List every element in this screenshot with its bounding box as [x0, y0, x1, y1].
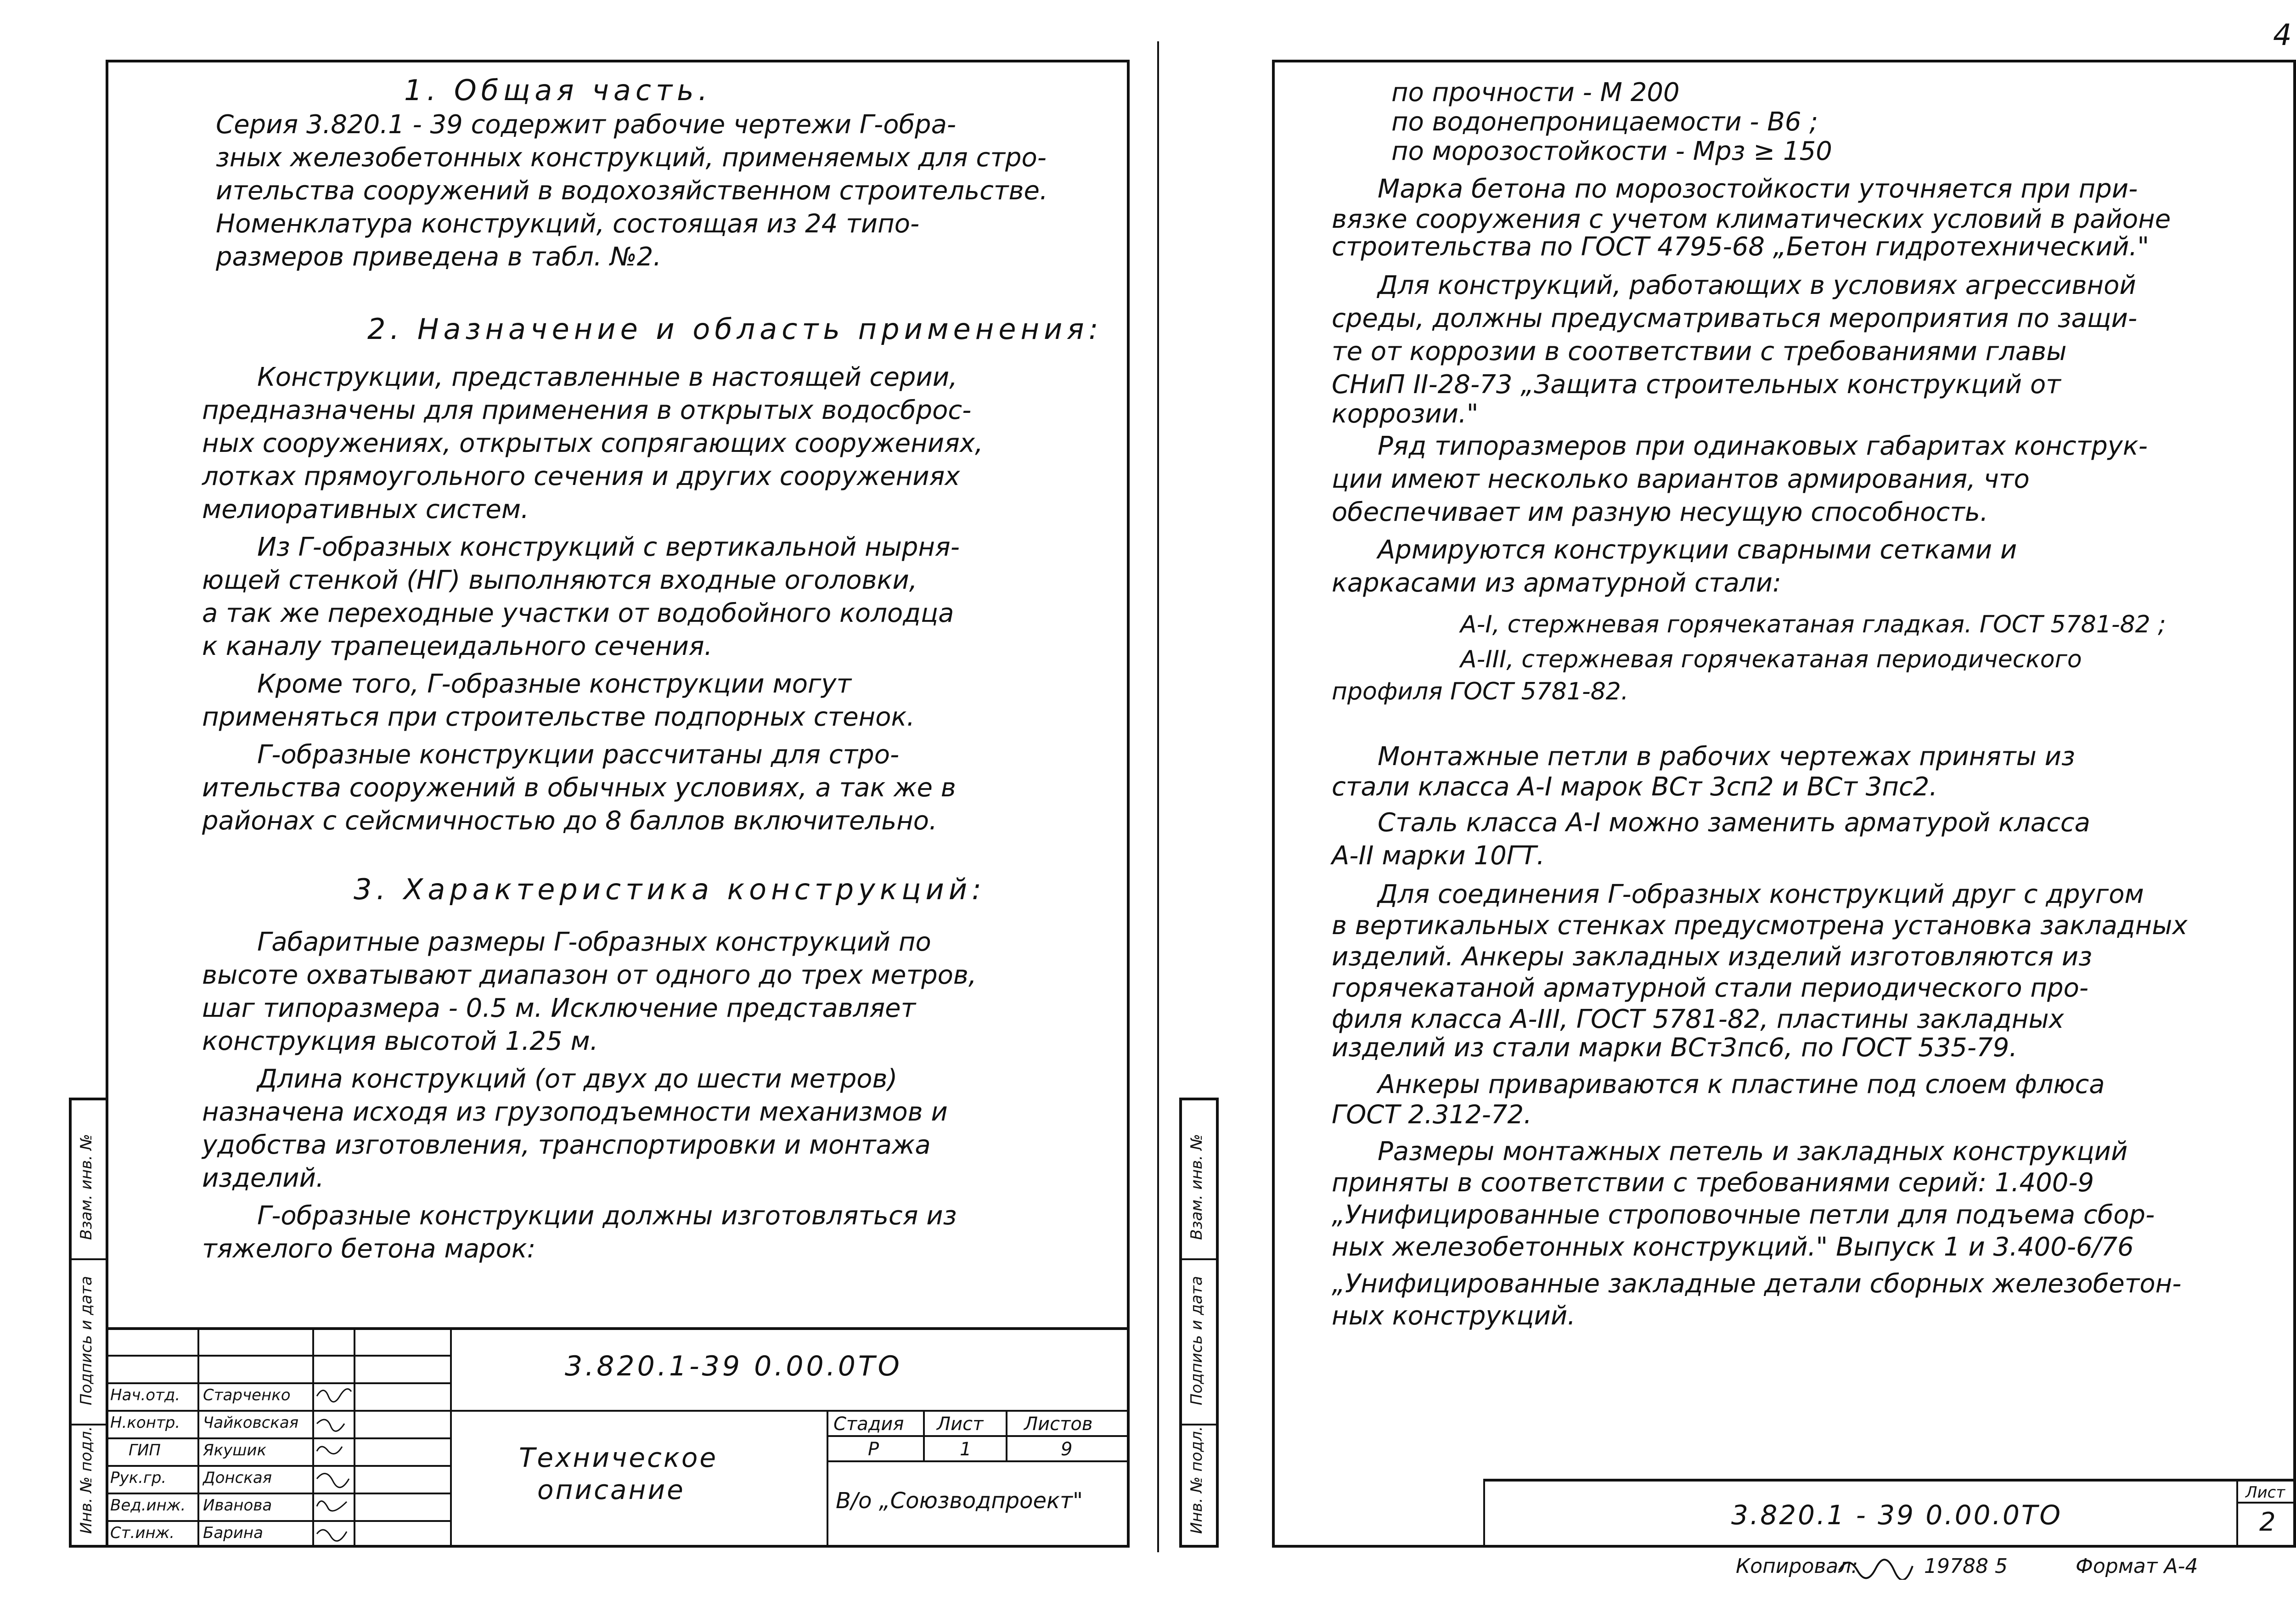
text-line: ных железобетонных конструкций." Выпуск 1 и 3.400-6/76 [1332, 1232, 2134, 1262]
text-line: ительства сооружений в обычных условиях, а так же в [202, 773, 956, 803]
text-line: Г-образные конструкции рассчитаны для стро- [257, 740, 900, 770]
text-line: „Унифицированные строповочные петли для подъема сбор- [1332, 1200, 2155, 1230]
name-cell: Иванова [203, 1496, 272, 1515]
page-number: 4 [2273, 18, 2292, 52]
name-cell: Чайковская [203, 1414, 299, 1432]
left-side-label-vzam: Взам. инв. № [77, 1134, 96, 1240]
footer-format: Формат А-4 [2076, 1555, 2198, 1578]
text-line: в вертикальных стенках предусмотрена установка закладных [1332, 911, 2188, 941]
text-line: ных сооружениях, открытых сопрягающих сооружениях, [202, 428, 983, 458]
text-line: среды, должны предусматриваться мероприятия по защи- [1332, 304, 2138, 333]
role-cell: Нач.отд. [110, 1386, 180, 1404]
text-line: вязке сооружения с учетом климатических условий в районе [1332, 204, 2171, 234]
text-line: А-III, стержневая горячекатаная периодического [1460, 646, 2082, 673]
text-line: конструкция высотой 1.25 м. [202, 1026, 598, 1056]
text-line: филя класса А-III, ГОСТ 5781-82, пластины закладных [1332, 1004, 2064, 1034]
text-line: применяться при строительстве подпорных стенок. [202, 702, 915, 732]
text-line: к каналу трапецеидального сечения. [202, 631, 713, 661]
text-line: СНиП II-28-73 „Защита строительных конструкций от [1332, 370, 2061, 400]
text-line: изделий. Анкеры закладных изделий изготовляются из [1332, 942, 2092, 972]
text-line: зных железобетонных конструкций, применяемых для стро- [216, 143, 1047, 173]
signatures-image [315, 1382, 354, 1548]
text-line: предназначены для применения в открытых водосброс- [202, 395, 972, 425]
stamp-sheet-value: 2 [2259, 1507, 2276, 1537]
title-doc-code: 3.820.1-39 0.00.0ТО [565, 1350, 902, 1382]
stage-label: Стадия [833, 1414, 904, 1435]
text-line: Для соединения Г-образных конструкций друг с другом [1378, 879, 2144, 909]
text-line: горячекатаной арматурной стали периодического про- [1332, 973, 2089, 1003]
text-line: Монтажные петли в рабочих чертежах приняты из [1378, 742, 2075, 772]
text-line: ных конструкций. [1332, 1301, 1576, 1331]
text-line: Из Г-образных конструкций с вертикальной нырня- [257, 532, 960, 562]
text-line: стали класса А-I марок ВСт 3сп2 и ВСт 3пс2. [1332, 772, 1938, 802]
text-line: А-I, стержневая горячекатаная гладкая. ГОСТ 5781-82 ; [1460, 611, 2166, 638]
name-cell: Донская [203, 1469, 272, 1487]
stamp-sheet-label: Лист [2245, 1483, 2285, 1502]
name-cell: Старченко [203, 1386, 291, 1404]
name-cell: Якушик [203, 1441, 267, 1459]
title-doc-name-line1: Техническое [519, 1442, 718, 1473]
text-line: по водонепроницаемости - В6 ; [1391, 107, 1818, 137]
text-line: ГОСТ 2.312-72. [1332, 1100, 1532, 1130]
sheet-value: 1 [960, 1439, 972, 1460]
right-side-label-inv: Инв. № подл. [1187, 1426, 1206, 1534]
text-line: Кроме того, Г-образные конструкции могут [257, 669, 852, 699]
right-side-label-podp: Подпись и дата [1187, 1276, 1206, 1405]
text-line: „Унифицированные закладные детали сборных железобетон- [1332, 1269, 2182, 1299]
text-line: Сталь класса А-I можно заменить арматурой класса [1378, 808, 2090, 838]
text-line: Г-образные конструкции должны изготовляться из [257, 1201, 957, 1231]
sheet-label: Лист [937, 1414, 984, 1435]
text-line: Длина конструкций (от двух до шести метров) [257, 1064, 898, 1094]
text-line: каркасами из арматурной стали: [1332, 568, 1781, 598]
left-heading-characteristics: 3. Характеристика конструкций: [354, 873, 986, 906]
text-line: Ряд типоразмеров при одинаковых габаритах конструк- [1378, 431, 2148, 461]
text-line: ительства сооружений в водохозяйственном строительстве. [216, 176, 1048, 206]
footer-copied-label: Копировал: [1736, 1555, 1858, 1578]
copier-signature-image [1837, 1552, 1915, 1580]
title-doc-name-line2: описание [537, 1474, 685, 1505]
text-line: по морозостойкости - Мрз ≥ 150 [1391, 136, 1832, 166]
text-line: ющей стенкой (НГ) выполняются входные оголовки, [202, 565, 917, 595]
role-cell: Вед.инж. [110, 1496, 186, 1515]
text-line: шаг типоразмера - 0.5 м. Исключение представляет [202, 993, 916, 1023]
text-line: Размеры монтажных петель и закладных конструкций [1378, 1137, 2128, 1166]
text-line: профиля ГОСТ 5781-82. [1332, 678, 1629, 705]
role-cell: ГИП [129, 1441, 161, 1459]
text-line: ции имеют несколько вариантов армирования, что [1332, 464, 2030, 494]
text-line: по прочности - М 200 [1391, 78, 1680, 107]
org-name: В/о „Союзводпроект" [836, 1488, 1083, 1514]
right-side-label-vzam: Взам. инв. № [1187, 1134, 1206, 1240]
text-line: Габаритные размеры Г-образных конструкций по [257, 927, 931, 957]
text-line: мелиоративных систем. [202, 495, 529, 524]
text-line: А-II марки 10ГТ. [1332, 841, 1545, 871]
text-line: Анкеры привариваются к пластине под слоем флюса [1378, 1070, 2105, 1099]
stamp-doc-code: 3.820.1 - 39 0.00.0ТО [1731, 1499, 2062, 1531]
text-line: тяжелого бетона марок: [202, 1234, 536, 1264]
sheets-label: Листов [1024, 1414, 1093, 1435]
text-line: а так же переходные участки от водобойного колодца [202, 598, 954, 628]
text-line: Номенклатура конструкций, состоящая из 24 типо- [216, 209, 920, 239]
text-line: лотках прямоугольного сечения и других сооружениях [202, 462, 960, 491]
text-line: Марка бетона по морозостойкости уточняется при при- [1378, 174, 2138, 204]
right-title-stamp [1483, 1479, 2296, 1548]
text-line: районах с сейсмичностью до 8 баллов включительно. [202, 806, 937, 836]
footer-number: 19788 5 [1924, 1555, 2008, 1578]
text-line: Армируются конструкции сварными сетками и [1378, 535, 2017, 565]
text-line: размеров приведена в табл. №2. [216, 242, 662, 272]
text-line: приняты в соответствии с требованиями серий: 1.400-9 [1332, 1168, 2094, 1198]
text-line: коррозии." [1332, 399, 1479, 429]
role-cell: Ст.инж. [110, 1524, 175, 1542]
text-line: изделий из стали марки ВСт3пс6, по ГОСТ 535-79. [1332, 1033, 2018, 1063]
text-line: изделий. [202, 1163, 324, 1193]
text-line: Серия 3.820.1 - 39 содержит рабочие чертежи Г-обра- [216, 110, 957, 140]
text-line: обеспечивает им разную несущую способность. [1332, 497, 1988, 527]
text-line: строительства по ГОСТ 4795-68 „Бетон гидротехнический." [1332, 232, 2150, 262]
role-cell: Рук.гр. [110, 1469, 167, 1487]
name-cell: Барина [203, 1524, 263, 1542]
left-heading-purpose: 2. Назначение и область применения: [367, 312, 1103, 346]
left-heading-general: 1. Общая часть. [404, 73, 712, 107]
role-cell: Н.контр. [110, 1414, 180, 1432]
text-line: удобства изготовления, транспортировки и монтажа [202, 1130, 931, 1160]
text-line: высоте охватывают диапазон от одного до трех метров, [202, 960, 977, 990]
text-line: назначена исходя из грузоподъемности механизмов и [202, 1097, 948, 1127]
left-side-label-inv: Инв. № подл. [77, 1426, 96, 1534]
sheets-value: 9 [1061, 1439, 1073, 1460]
left-sheet-frame [106, 60, 1130, 1548]
sheet-divider [1157, 41, 1159, 1552]
left-title-block [106, 1327, 1130, 1548]
left-side-label-podp: Подпись и дата [77, 1276, 96, 1405]
text-line: те от коррозии в соответствии с требованиями главы [1332, 337, 2067, 366]
text-line: Для конструкций, работающих в условиях агрессивной [1378, 270, 2136, 300]
text-line: Конструкции, представленные в настоящей серии, [257, 362, 957, 392]
stage-value: Р [868, 1439, 879, 1460]
